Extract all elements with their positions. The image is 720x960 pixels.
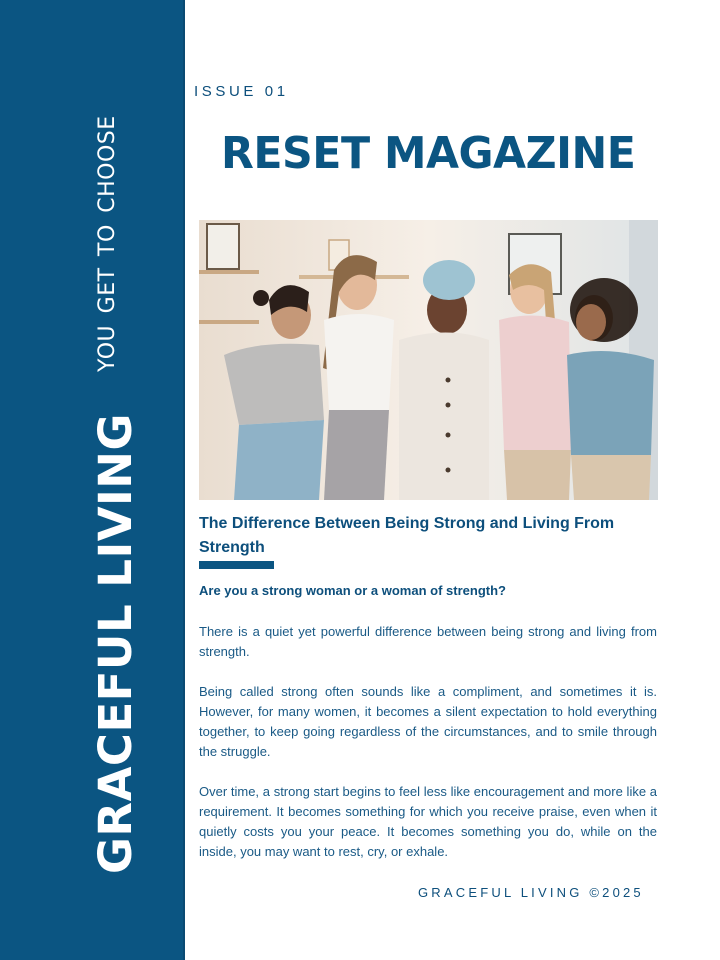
- sidebar-banner: [0, 0, 185, 960]
- issue-label: ISSUE 01: [194, 83, 289, 100]
- article-body: [199, 622, 657, 882]
- article-paragraph: Over time, a strong start begins to feel less like encouragement and more like a requirement. It becomes something for which you receive praise, even when it quietly costs you your peace. It becomes something you do, while on the inside, you may want to rest, cry, or exhale.: [199, 784, 657, 859]
- magazine-title: RESET MAGAZINE: [221, 128, 636, 179]
- article-lede: Are you a strong woman or a woman of strength?: [199, 583, 506, 598]
- cover-photo: [199, 220, 658, 500]
- footer-copyright: GRACEFUL LIVING ©2025: [418, 885, 644, 900]
- article-paragraph: Being called strong often sounds like a compliment, and sometimes it is. However, for many women, it becomes a silent expectation to hold everything together, to keep going regardless of the circumstances, and to smile through the struggle.: [199, 684, 657, 759]
- photo-illustration: [199, 220, 658, 500]
- article-paragraph: There is a quiet yet powerful difference between being strong and living from strength.: [199, 624, 657, 659]
- sidebar-tagline: YOU GET TO CHOOSE: [95, 115, 120, 372]
- headline-underline-bar: [199, 561, 274, 569]
- article-headline: The Difference Between Being Strong and Living From Strength: [199, 515, 615, 556]
- sidebar-brand-text: GRACEFUL LIVING: [89, 413, 142, 874]
